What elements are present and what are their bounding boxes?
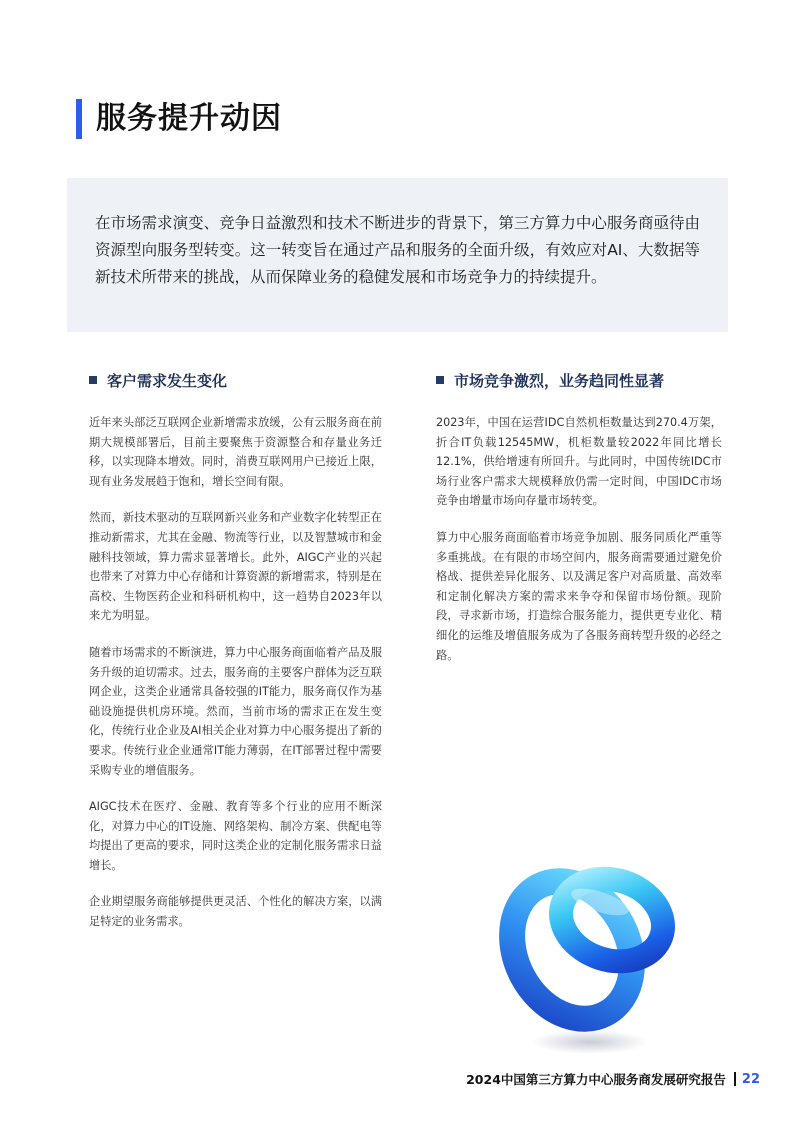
abstract-ring-graphic	[490, 850, 690, 1060]
footer-divider	[734, 1072, 736, 1086]
report-title: 2024中国第三方算力中心服务商发展研究报告	[466, 1072, 726, 1087]
right-column	[436, 368, 722, 682]
title-accent-bar	[76, 99, 82, 139]
section-title: 客户需求发生变化	[107, 371, 228, 390]
paragraph: 随着市场需求的不断演进，算力中心服务商面临着产品及服务升级的迫切需求。过去，服务商的主要客户群体为泛互联网企业，这类企业通常具备较强的IT能力，服务商仅作为基础设施提供机房环境。然而，当前市场的需求正在发生变化，传统行业企业及AI相关企业对算力中心服务提出了新的要求。传统行业企业通常IT能力薄弱，在IT部署过程中需要采购专业的增值服务。	[89, 645, 382, 777]
intro-box	[67, 178, 728, 332]
page-number: 22	[741, 1071, 760, 1087]
paragraph: 企业期望服务商能够提供更灵活、个性化的解决方案，以满足特定的业务需求。	[89, 895, 382, 929]
page-title: 服务提升动因	[96, 101, 282, 136]
square-bullet-icon	[89, 376, 97, 384]
paragraph: AIGC技术在医疗、金融、教育等多个行业的应用不断深化，对算力中心的IT设施、网络架构、制冷方案、供配电等均提出了更高的要求，同时这类企业的定制化服务需求日益增长。	[89, 800, 382, 872]
section-heading-customer-demand	[89, 368, 382, 392]
page-footer	[466, 1069, 760, 1089]
paragraph: 2023年，中国在运营IDC自然机柜数量达到270.4万架，折合IT负载12545MW，机柜数量较2022年同比增长12.1%，供给增速有所回升。与此同时，中国传统IDC市场行业客户需求大规模释放仍需一定时间，中国IDC市场竞争由增量市场向存量市场转变。	[436, 416, 722, 508]
intro-text: 在市场需求演变、竞争日益激烈和技术不断进步的背景下，第三方算力中心服务商亟待由资源型向服务型转变。这一转变旨在通过产品和服务的全面升级，有效应对AI、大数据等新技术所带来的挑战，从而保障业务的稳健发展和市场竞争力的持续提升。	[95, 214, 700, 286]
page-title-block	[76, 98, 282, 140]
paragraph: 然而，新技术驱动的互联网新兴业务和产业数字化转型正在推动新需求，尤其在金融、物流等行业，以及智慧城市和金融科技领域，算力需求显著增长。此外，AIGC产业的兴起也带来了对算力中心存储和计算资源的新增需求，特别是在高校、生物医药企业和科研机构中，这一趋势自2023年以来尤为明显。	[89, 511, 382, 623]
square-bullet-icon	[436, 376, 444, 384]
left-column	[89, 368, 382, 949]
paragraph: 算力中心服务商面临着市场竞争加剧、服务同质化严重等多重挑战。在有限的市场空间内，服务商需要通过避免价格战、提供差异化服务、以及满足客户对高质量、高效率和定制化解决方案的需求来争夺和保留市场份额。现阶段，寻求新市场，打造综合服务能力，提供更专业化、精细化的运维及增值服务成为了各服务商转型升级的必经之路。	[436, 530, 722, 662]
section-title: 市场竞争激烈，业务趋同性显著	[454, 371, 665, 390]
paragraph: 近年来头部泛互联网企业新增需求放缓，公有云服务商在前期大规模部署后，目前主要聚焦于资源整合和存量业务迁移，以实现降本增效。同时，消费互联网用户已接近上限，现有业务发展趋于饱和，增长空间有限。	[89, 416, 382, 488]
section-heading-market-competition	[436, 368, 722, 392]
